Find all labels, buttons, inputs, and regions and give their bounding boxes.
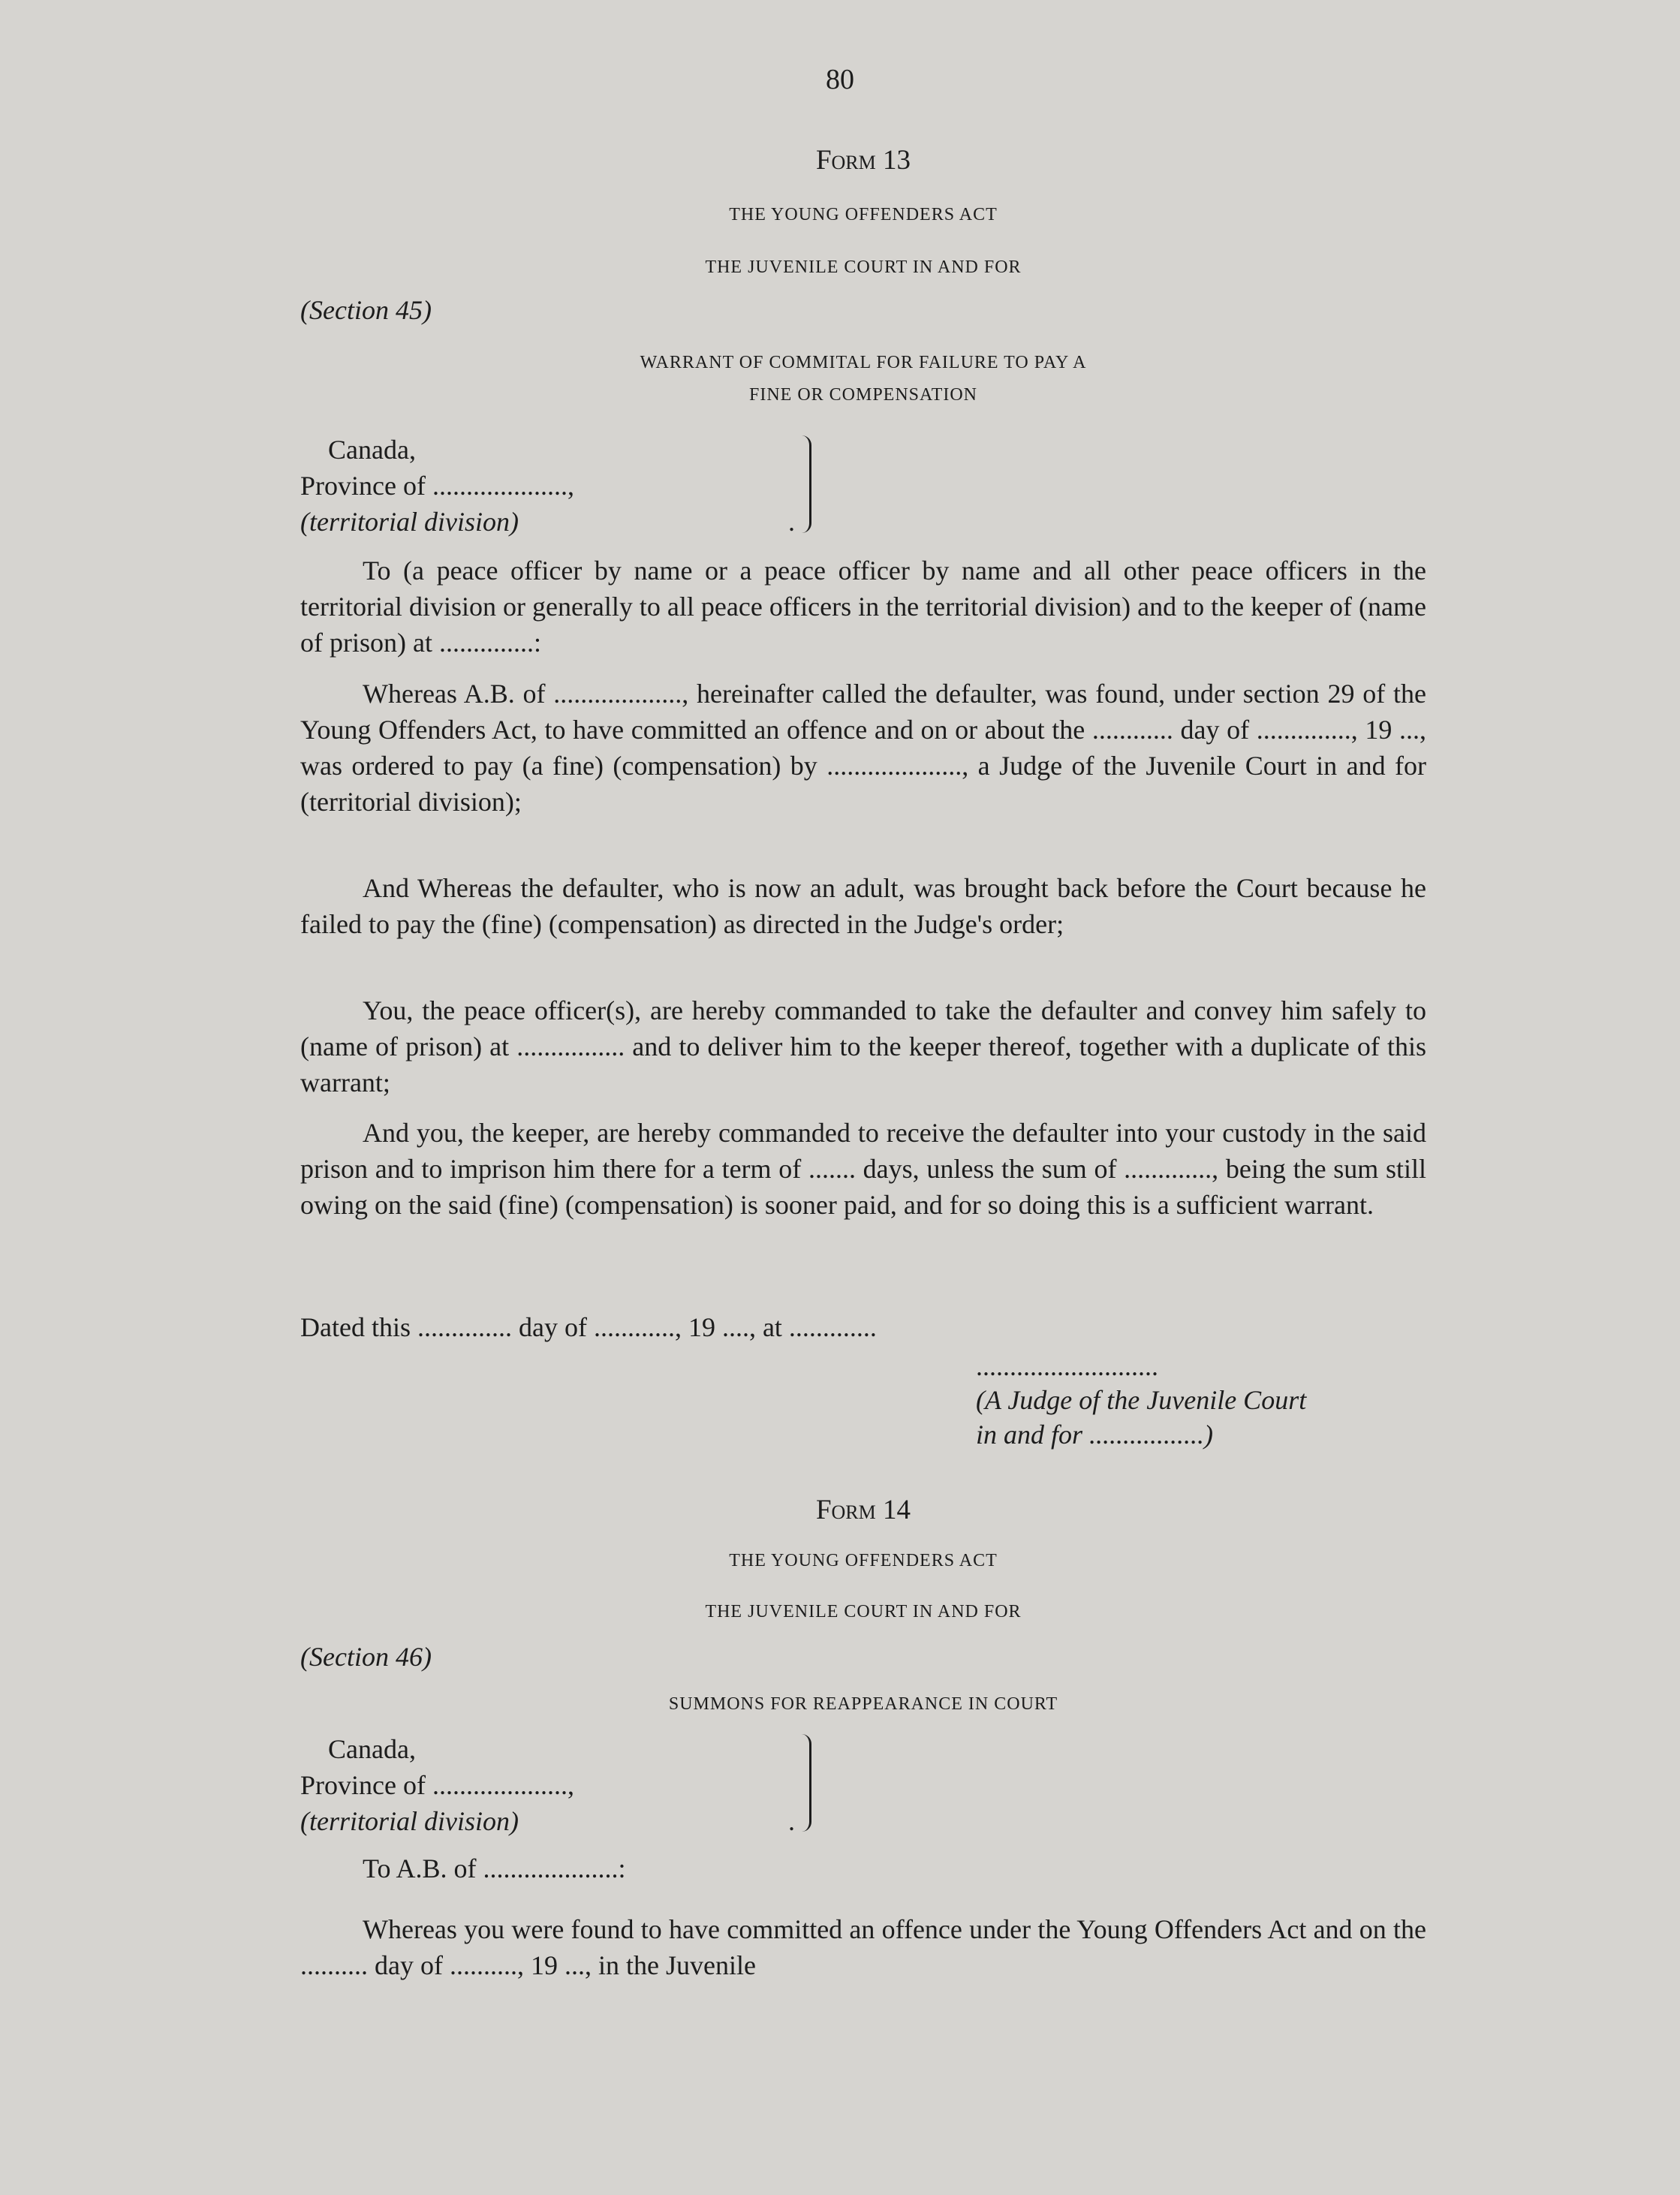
province-canada: Canada, [328, 435, 416, 465]
province-of-line: Province of ...................., [300, 1770, 574, 1800]
form-13-province-dot: . [788, 507, 795, 537]
form-13-you-paragraph: You, the peace officer(s), are hereby commanded to take the defaulter and convey him safely to (name of prison) at ................ and to deliver him to the keeper thereof, together with a duplicate of this warrant; [300, 995, 1426, 1098]
form-14-whereas-paragraph: Whereas you were found to have committed an offence under the Young Offenders Act and on the .......... day of .........., 19 ..., in the Juvenile [300, 1914, 1426, 1980]
form-14-summons-title: SUMMONS FOR REAPPEARANCE IN COURT [668, 1694, 1058, 1714]
province-canada: Canada, [328, 1734, 416, 1764]
page-number: 80 [826, 64, 854, 95]
form-14-to-ab-line: To A.B. of ....................: [363, 1853, 626, 1883]
form-13-whereas-paragraph: Whereas A.B. of ..................., hereinafter called the defaulter, was found, under section 29 of the Young Offenders Act, to have committed an offence and on or about the ............ day of .............., 19 ..., was ordered to pay (a fine) (compensation) by ...................., a Judge of the Juvenile Court in and for (territorial division); [300, 679, 1426, 817]
form-13-to-paragraph: To (a peace officer by name or a peace officer by name and all other peace officers in the territorial division or generally to all peace officers in the territorial division) and to the keeper of (name of prison) at ..............: [300, 556, 1426, 658]
form-13-warrant-title-line-2: FINE OR COMPENSATION [748, 385, 978, 405]
form-13-signature-caption-2: in and for .................) [976, 1420, 1214, 1450]
territorial-division: (territorial division) [300, 1806, 519, 1836]
form-13-signature-caption-1: (A Judge of the Juvenile Court [976, 1385, 1307, 1415]
form-14-province-dot: . [788, 1806, 795, 1836]
form-14-title: Form 14 [815, 1495, 911, 1525]
form-13-keeper-paragraph: And you, the keeper, are hereby commanded to receive the defaulter into your custody in the said prison and to imprison him there for a term of ....... days, unless the sum of ............., being the sum still owing on the said (fine) (compensation) is sooner paid, and for so doing this is a sufficient warrant. [300, 1118, 1426, 1220]
form-14-court-heading: THE JUVENILE COURT IN AND FOR [705, 1602, 1022, 1621]
form-13-and-whereas-paragraph: And Whereas the defaulter, who is now an adult, was brought back before the Court because he failed to pay the (fine) (compensation) as directed in the Judge's order; [300, 873, 1426, 939]
form-13-act-heading: THE YOUNG OFFENDERS ACT [729, 205, 998, 224]
form-13-province-block [300, 432, 574, 540]
form-13-section-ref: (Section 45) [300, 295, 432, 325]
form-14-section-ref: (Section 46) [300, 1642, 432, 1672]
form-14-brace [802, 1734, 811, 1832]
form-13-warrant-title-line-1: WARRANT OF COMMITAL FOR FAILURE TO PAY A [640, 353, 1087, 372]
form-13-title: Form 13 [815, 145, 911, 176]
territorial-division: (territorial division) [300, 507, 519, 537]
form-14-province-block [300, 1731, 574, 1839]
province-of-line: Province of ...................., [300, 471, 574, 501]
form-13-brace [802, 435, 811, 533]
form-14-act-heading: THE YOUNG OFFENDERS ACT [729, 1551, 998, 1570]
form-13-signature-line: ........................... [976, 1351, 1158, 1381]
form-13-dated-line: Dated this .............. day of ............, 19 ...., at ............. [300, 1312, 877, 1342]
form-13-court-heading: THE JUVENILE COURT IN AND FOR [705, 257, 1022, 277]
